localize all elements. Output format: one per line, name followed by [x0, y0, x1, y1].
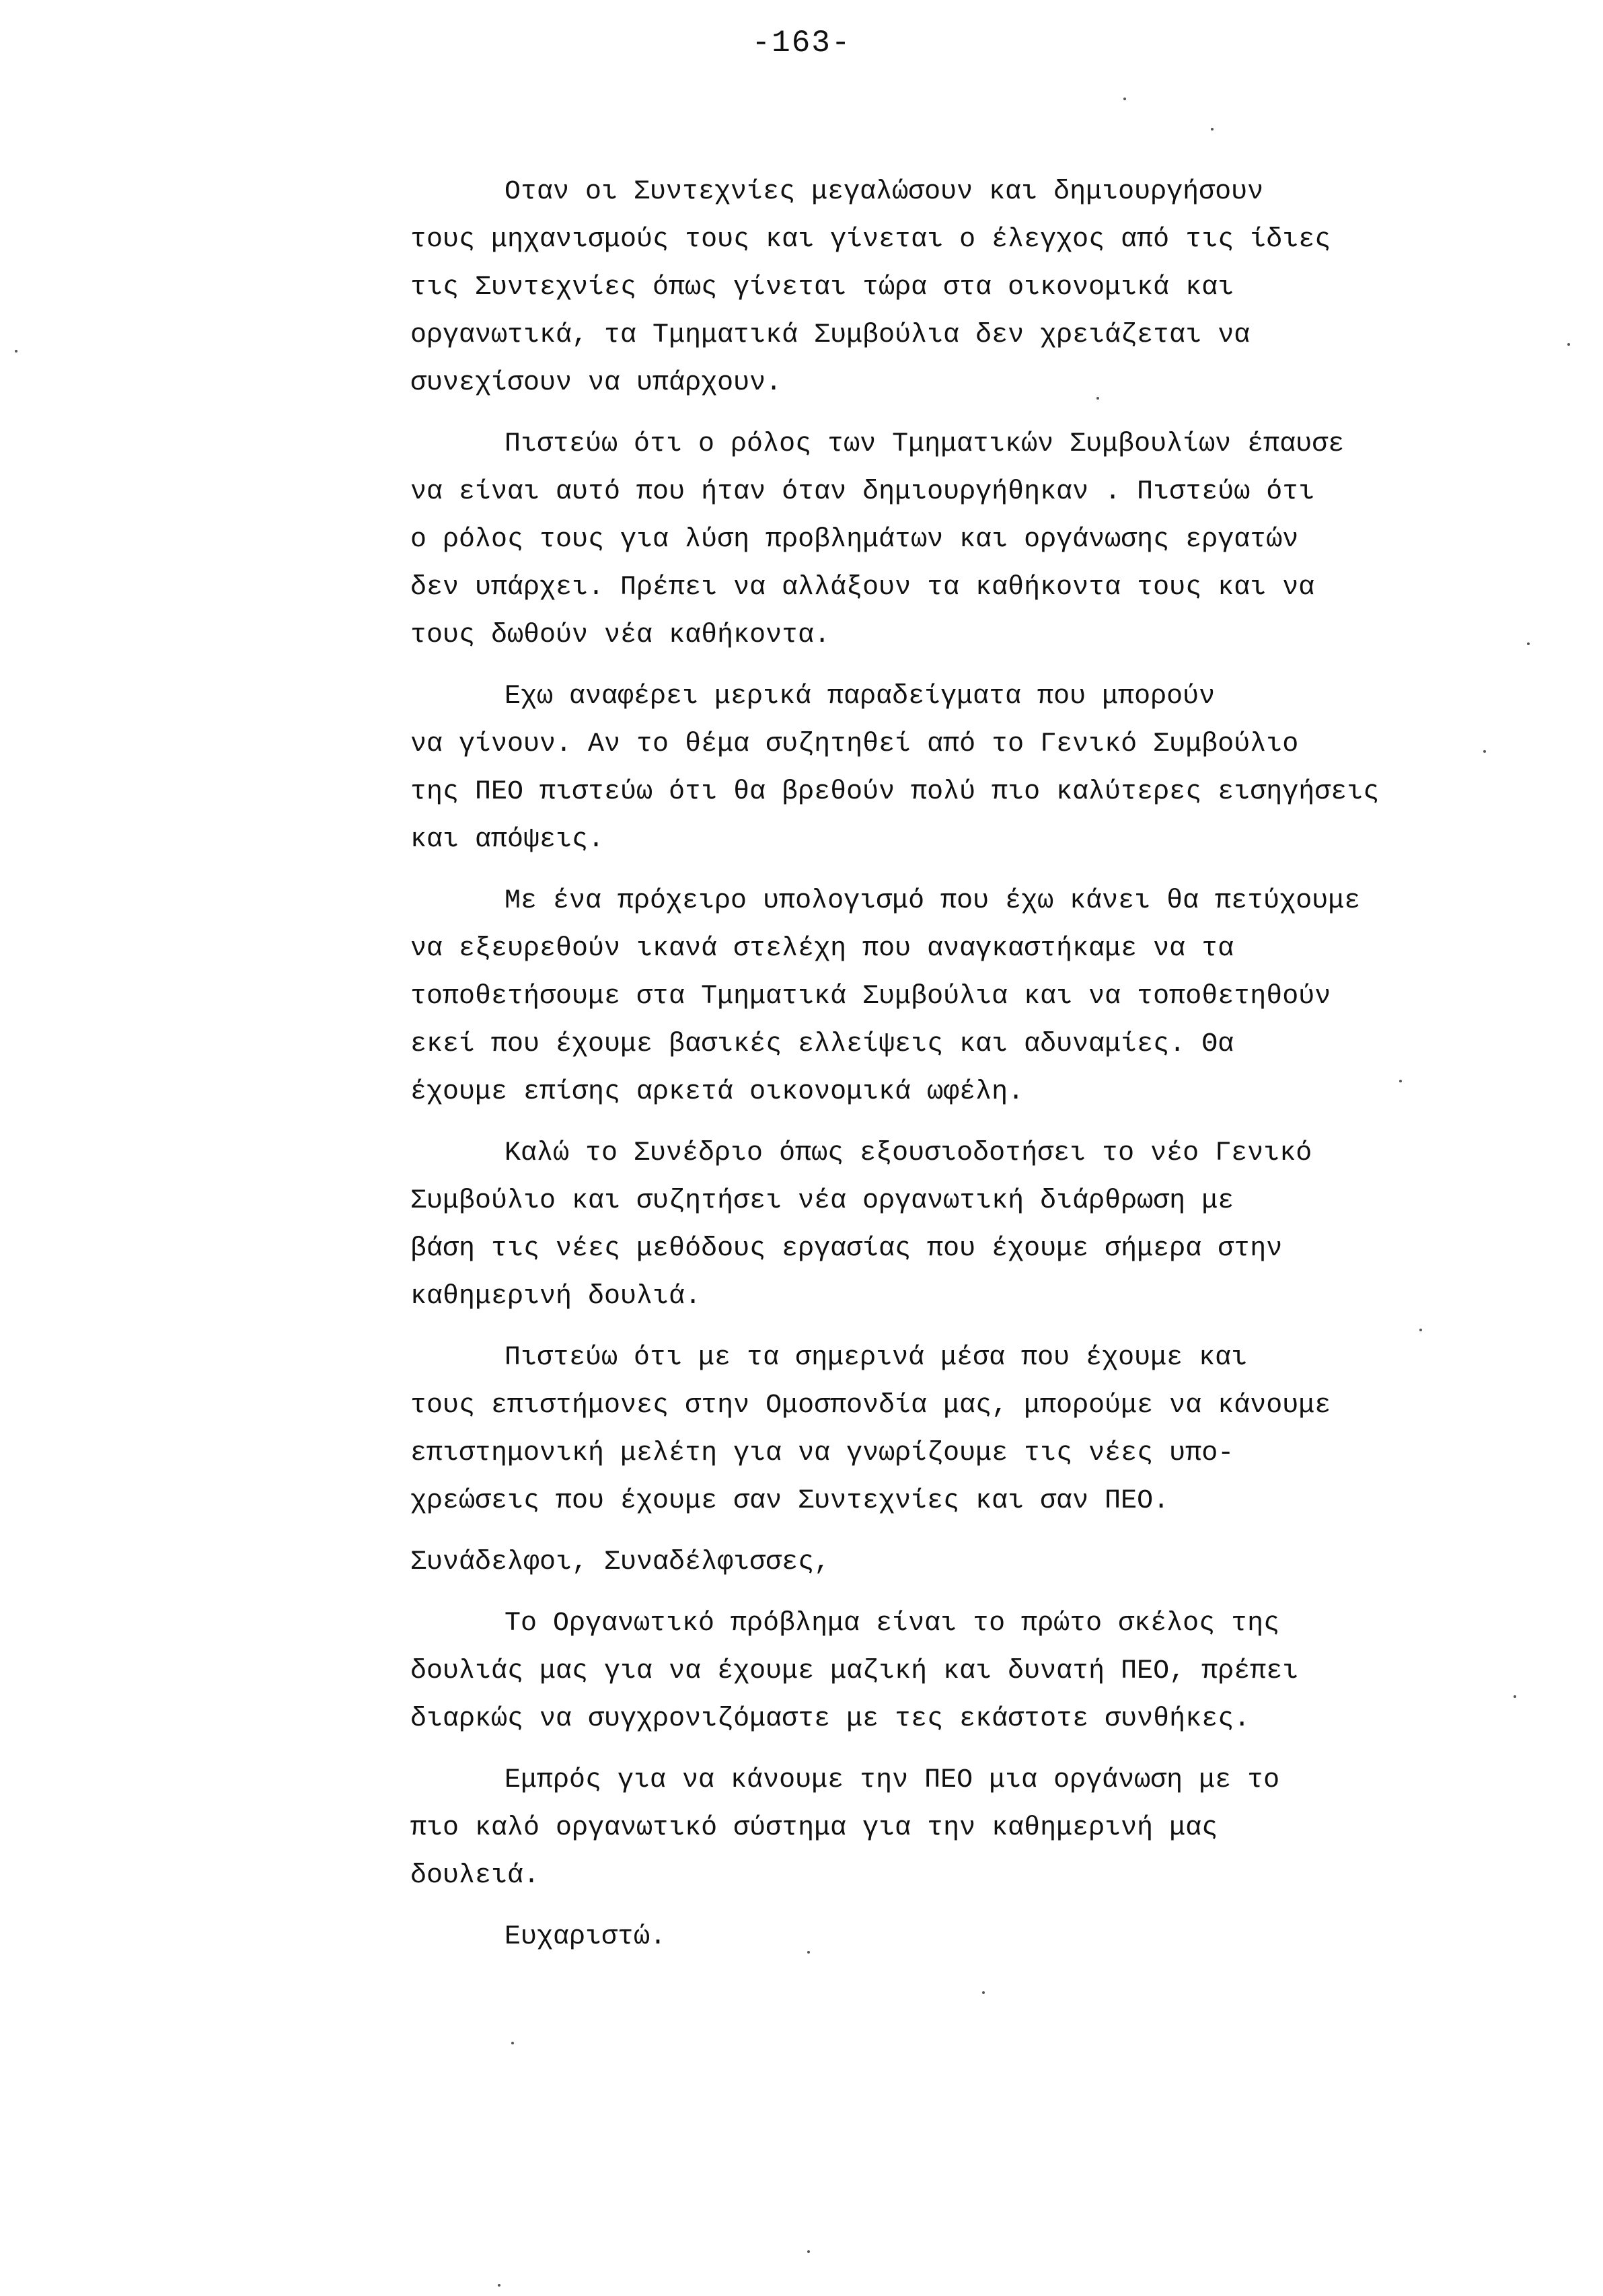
scan-speck — [982, 1991, 985, 1994]
text-line: τοποθετήσουμε στα Τμηματικά Συμβούλια και να τοποθετηθούν — [410, 982, 1331, 1012]
text-line: βάση τις νέες μεθόδους εργασίας που έχουμε σήμερα στην — [410, 1234, 1283, 1264]
scan-speck — [1096, 397, 1099, 400]
scan-speck — [1514, 1695, 1516, 1698]
paragraph-7 — [410, 1600, 1554, 1743]
scan-speck — [1399, 1080, 1402, 1082]
text-line: πιο καλό οργανωτικό σύστημα για την καθημερινή μας — [410, 1813, 1218, 1843]
scan-speck — [1567, 343, 1570, 346]
text-line: τους δωθούν νέα καθήκοντα. — [410, 620, 831, 651]
text-line: Εμπρός για να κάνουμε την ΠΕΟ μια οργάνωση με το — [505, 1765, 1280, 1795]
text-line: Πιστεύω ότι ο ρόλος των Τμηματικών Συμβουλίων έπαυσε — [505, 429, 1345, 459]
text-line: Συνάδελφοι, Συναδέλφισσες, — [410, 1547, 831, 1578]
text-line: Με ένα πρόχειρο υπολογισμό που έχω κάνει θα πετύχουμε — [505, 886, 1361, 916]
text-line: Καλώ το Συνέδριο όπως εξουσιοδοτήσει το νέο Γενικό — [505, 1138, 1312, 1169]
text-line: δουλειά. — [410, 1861, 540, 1891]
paragraph-2 — [410, 420, 1554, 659]
text-line: έχουμε επίσης αρκετά οικονομικά ωφέλη. — [410, 1077, 1024, 1107]
text-line: διαρκώς να συγχρονιζόμαστε με τες εκάστοτε συνθήκες. — [410, 1704, 1251, 1734]
text-line: Εχω αναφέρει μερικά παραδείγματα που μπορούν — [505, 681, 1216, 712]
text-line: Οταν οι Συντεχνίες μεγαλώσουν και δημιουργήσουν — [505, 177, 1264, 207]
text-line: δεν υπάρχει. Πρέπει να αλλάξουν τα καθήκοντα τους και να — [410, 572, 1315, 603]
scan-speck — [807, 2250, 810, 2253]
scan-speck — [1527, 642, 1530, 645]
text-line: της ΠΕΟ πιστεύω ότι θα βρεθούν πολύ πιο καλύτερες εισηγήσεις — [410, 777, 1380, 807]
scan-speck — [1123, 98, 1126, 100]
text-line: Συμβούλιο και συζητήσει νέα οργανωτική διάρθρωση με — [410, 1186, 1234, 1216]
text-line: τους επιστήμονες στην Ομοσπονδία μας, μπορούμε να κάνουμε — [410, 1391, 1331, 1421]
text-line: να γίνουν. Αν το θέμα συζητηθεί από το Γενικό Συμβούλιο — [410, 729, 1299, 760]
text-line: Το Οργανωτικό πρόβλημα είναι το πρώτο σκέλος της — [505, 1608, 1280, 1639]
text-line: Πιστεύω ότι με τα σημερινά μέσα που έχουμε και — [505, 1343, 1248, 1373]
text-line: οργανωτικά, τα Τμηματικά Συμβούλια δεν χρειάζεται να — [410, 320, 1251, 350]
salutation — [410, 1539, 1554, 1586]
text-line: να είναι αυτό που ήταν όταν δημιουργήθηκαν . Πιστεύω ότι — [410, 477, 1315, 507]
closing — [410, 1913, 1554, 1961]
paragraph-8 — [410, 1756, 1554, 1900]
paragraph-4 — [410, 877, 1554, 1116]
text-line: συνεχίσουν να υπάρχουν. — [410, 368, 782, 398]
scan-speck — [1211, 128, 1214, 131]
scan-speck — [511, 2042, 514, 2044]
paragraph-1 — [410, 168, 1554, 407]
text-line: επιστημονική μελέτη για να γνωρίζουμε τις νέες υπο- — [410, 1438, 1234, 1469]
text-line: Ευχαριστώ. — [505, 1922, 667, 1952]
document-body — [410, 168, 1554, 1974]
scan-speck — [807, 1951, 810, 1954]
text-line: εκεί που έχουμε βασικές ελλείψεις και αδυναμίες. Θα — [410, 1029, 1234, 1060]
text-line: χρεώσεις που έχουμε σαν Συντεχνίες και σαν ΠΕΟ. — [410, 1486, 1170, 1516]
scan-speck — [1483, 750, 1486, 753]
paragraph-3 — [410, 673, 1554, 864]
text-line: ο ρόλος τους για λύση προβλημάτων και οργάνωσης εργατών — [410, 525, 1299, 555]
text-line: τους μηχανισμούς τους και γίνεται ο έλεγχος από τις ίδιες — [410, 225, 1331, 255]
text-line: καθημερινή δουλιά. — [410, 1282, 702, 1312]
scan-speck — [498, 2284, 500, 2287]
scan-speck — [1419, 1329, 1422, 1331]
paragraph-5 — [410, 1130, 1554, 1321]
text-line: και απόψεις. — [410, 825, 605, 855]
text-line: τις Συντεχνίες όπως γίνεται τώρα στα οικονομικά και — [410, 272, 1234, 303]
page-number: -163- — [751, 26, 852, 61]
paragraph-6 — [410, 1334, 1554, 1525]
text-line: δουλιάς μας για να έχουμε μαζική και δυνατή ΠΕΟ, πρέπει — [410, 1656, 1299, 1687]
text-line: να εξευρεθούν ικανά στελέχη που αναγκαστήκαμε να τα — [410, 934, 1234, 964]
scan-speck — [15, 350, 17, 353]
